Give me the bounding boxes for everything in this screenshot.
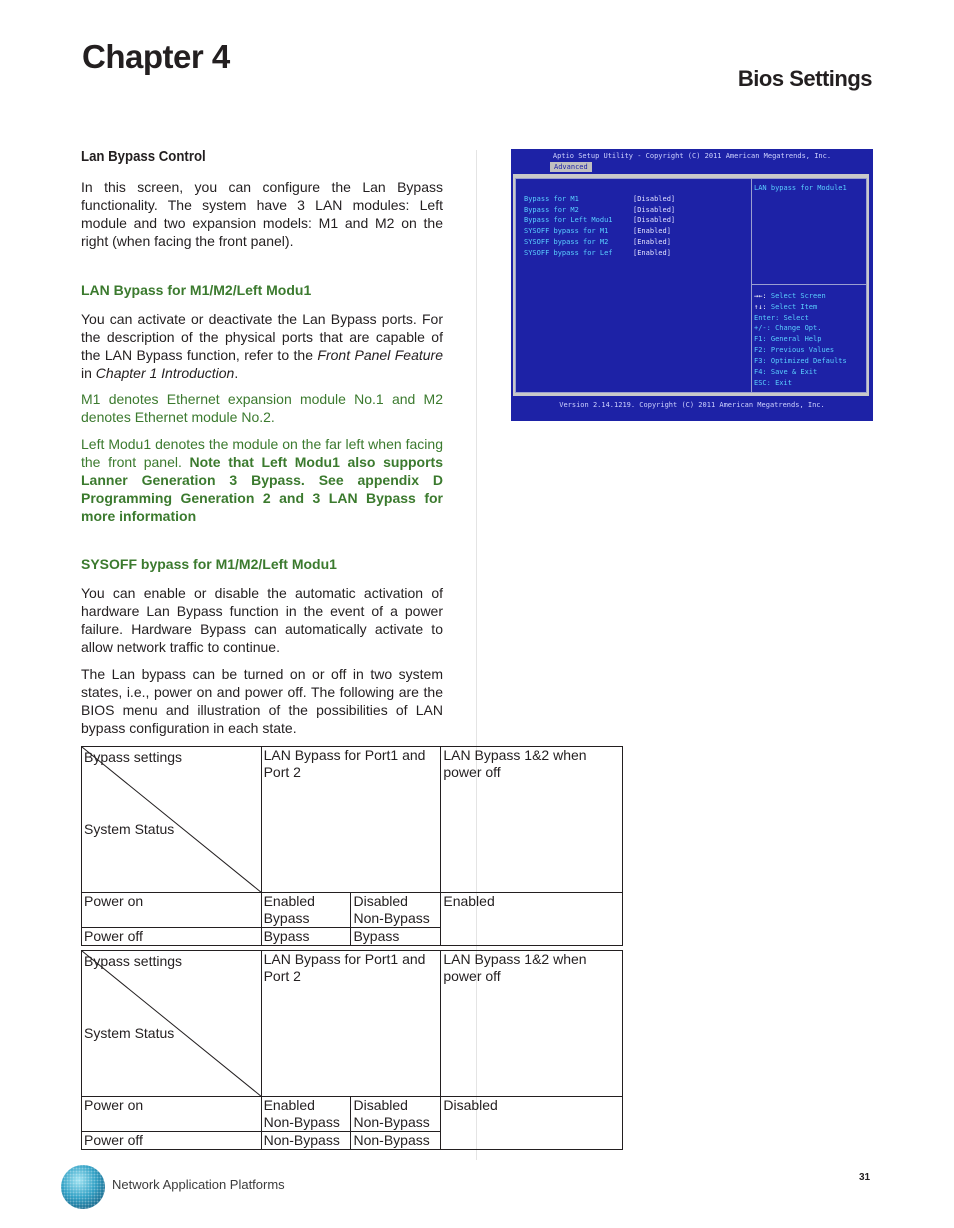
- cell-disabled: Disabled: [351, 1097, 441, 1115]
- header-power-off-bypass: LAN Bypass 1&2 when power off: [441, 951, 623, 1097]
- bios-key: Enter:: [754, 314, 780, 322]
- states-paragraph: The Lan bypass can be turned on or off in two system states, i.e., power on and power off. The following are the BIOS menu and illustration of the possibilities of LAN bypass configuration in each state.: [81, 666, 443, 736]
- bios-key-desc: Optimized Defaults: [766, 357, 847, 365]
- bios-help-text: LAN bypass for Module1: [754, 184, 847, 192]
- bios-key: F2:: [754, 346, 767, 354]
- bios-item-sysoff-m2[interactable]: SYSOFF bypass for M2: [524, 238, 609, 246]
- cell-disabled: Disabled: [351, 893, 441, 911]
- cell-enabled: Enabled: [261, 1097, 351, 1115]
- bios-key-desc: Select Screen: [766, 292, 826, 300]
- bios-value-bypass-left[interactable]: [Disabled]: [633, 216, 676, 224]
- p3-text: Left Modu1 denotes the module on the far left when facing the front panel.: [81, 436, 443, 470]
- p3-bold-note: Note that Left Modu1 also supports Lanner Generation 3 Bypass. See appendix D Programming Generation 2 and 3 LAN Bypass for more information: [81, 454, 443, 524]
- row-power-off: Power off: [82, 1132, 262, 1150]
- bios-key: ↑↓:: [754, 303, 767, 311]
- bios-key-f1: [754, 335, 821, 343]
- bios-tab-advanced[interactable]: Advanced: [550, 162, 592, 172]
- bypass-table-enabled: [81, 746, 623, 946]
- bypass-table-disabled: [81, 950, 623, 1150]
- p1-text-c: .: [234, 365, 239, 381]
- corner-diagonal: [82, 951, 262, 1097]
- cell-non-bypass-b: Non-Bypass: [351, 1114, 441, 1132]
- corner-diagonal: [82, 747, 262, 893]
- bios-key-change: [754, 324, 821, 332]
- corner-bottom-label: System Status: [84, 1025, 175, 1041]
- bios-screenshot: [511, 149, 873, 421]
- bios-key-desc: General Help: [766, 335, 822, 343]
- cell-off-b: Bypass: [351, 928, 441, 946]
- bios-item-bypass-left[interactable]: Bypass for Left Modu1: [524, 216, 613, 224]
- bios-key: +/-:: [754, 324, 771, 332]
- bios-key-desc: Select Item: [766, 303, 818, 311]
- bios-key-desc: Previous Values: [766, 346, 835, 354]
- bios-key: F1:: [754, 335, 767, 343]
- cell-off-a: Non-Bypass: [261, 1132, 351, 1150]
- p1-italic-1: Front Panel Feature: [317, 347, 443, 363]
- cell-enabled: Enabled: [261, 893, 351, 911]
- bios-value-bypass-m2[interactable]: [Disabled]: [633, 206, 676, 214]
- bios-key-f2: [754, 346, 834, 354]
- bios-key-desc: Save & Exit: [766, 368, 818, 376]
- cell-non-bypass-a: Non-Bypass: [261, 1114, 351, 1132]
- page-number: 31: [859, 1172, 871, 1183]
- table-corner-cell: [82, 951, 262, 1097]
- bios-key: F4:: [754, 368, 767, 376]
- bios-key: F3:: [754, 357, 767, 365]
- globe-logo-icon: [60, 1164, 106, 1215]
- bios-key: →←:: [754, 292, 767, 300]
- left-modu1-paragraph: [81, 435, 443, 525]
- bios-value-sysoff-m2[interactable]: [Enabled]: [633, 238, 671, 246]
- cell-power-off-value: Disabled: [441, 1097, 623, 1150]
- bios-value-sysoff-m1[interactable]: [Enabled]: [633, 227, 671, 235]
- heading-lan-bypass: LAN Bypass for M1/M2/Left Modu1: [81, 282, 312, 298]
- p1-italic-2: Chapter 1 Introduction: [95, 365, 235, 381]
- bios-item-bypass-m2[interactable]: Bypass for M2: [524, 206, 579, 214]
- bios-key-f3: [754, 357, 847, 365]
- header-port-bypass: LAN Bypass for Port1 and Port 2: [261, 951, 441, 1097]
- bios-horizontal-separator: [752, 284, 867, 285]
- p1-text-b: in: [81, 365, 96, 381]
- bios-item-sysoff-m1[interactable]: SYSOFF bypass for M1: [524, 227, 609, 235]
- header-port-bypass: LAN Bypass for Port1 and Port 2: [261, 747, 441, 893]
- bios-key-enter: [754, 314, 809, 322]
- bios-key-select-screen: [754, 292, 826, 300]
- heading-sysoff-bypass: SYSOFF bypass for M1/M2/Left Modu1: [81, 556, 337, 572]
- bios-vertical-separator: [751, 178, 752, 393]
- bios-key-esc: [754, 379, 792, 387]
- cell-off-b: Non-Bypass: [351, 1132, 441, 1150]
- bios-key-desc: Change Opt.: [770, 324, 822, 332]
- bios-key-desc: Exit: [770, 379, 792, 387]
- footer-brand: Network Application Platforms: [112, 1177, 285, 1192]
- bios-version: Version 2.14.1219. Copyright (C) 2011 American Megatrends, Inc.: [559, 401, 825, 409]
- header-power-off-bypass: LAN Bypass 1&2 when power off: [441, 747, 623, 893]
- chapter-title: Chapter 4: [82, 38, 230, 75]
- bios-item-bypass-m1[interactable]: Bypass for M1: [524, 195, 579, 203]
- bios-key-f4: [754, 368, 817, 376]
- intro-paragraph: In this screen, you can configure the Lan Bypass functionality. The system have 3 LAN modules: Left module and two expansion models: M1 and M2 on the right (when facing the front panel).: [81, 179, 443, 249]
- bios-value-sysoff-left[interactable]: [Enabled]: [633, 249, 671, 257]
- m1-m2-paragraph: M1 denotes Ethernet expansion module No.1 and M2 denotes Ethernet module No.2.: [81, 391, 443, 425]
- bios-key-select-item: [754, 303, 817, 311]
- table-corner-cell: [82, 747, 262, 893]
- cell-power-off-value: Enabled: [441, 893, 623, 946]
- lan-bypass-paragraph: [81, 310, 443, 382]
- corner-bottom-label: System Status: [84, 821, 175, 837]
- row-power-on: Power on: [82, 893, 262, 928]
- corner-top-label: Bypass settings: [84, 953, 183, 969]
- sysoff-paragraph: You can enable or disable the automatic activation of hardware Lan Bypass function in the event of a power failure. Hardware Bypass can automatically activate to allow network traffic to continue.: [81, 585, 443, 655]
- bios-key: ESC:: [754, 379, 771, 387]
- row-power-off: Power off: [82, 928, 262, 946]
- p1-text-a: You can activate or deactivate the Lan Bypass ports. For the description of the physical ports that are capable of the LAN Bypass function, refer to the: [81, 311, 443, 363]
- bios-key-desc: Select: [779, 314, 809, 322]
- bios-value-bypass-m1[interactable]: [Disabled]: [633, 195, 676, 203]
- subsection-title: Lan Bypass Control: [81, 148, 206, 165]
- row-power-on: Power on: [82, 1097, 262, 1132]
- bios-item-sysoff-left[interactable]: SYSOFF bypass for Lef: [524, 249, 613, 257]
- cell-bypass: Bypass: [261, 910, 351, 928]
- bios-title: Aptio Setup Utility - Copyright (C) 2011 American Megatrends, Inc.: [552, 152, 832, 160]
- section-title: Bios Settings: [737, 66, 872, 91]
- cell-off-a: Bypass: [261, 928, 351, 946]
- cell-non-bypass: Non-Bypass: [351, 910, 441, 928]
- corner-top-label: Bypass settings: [84, 749, 183, 765]
